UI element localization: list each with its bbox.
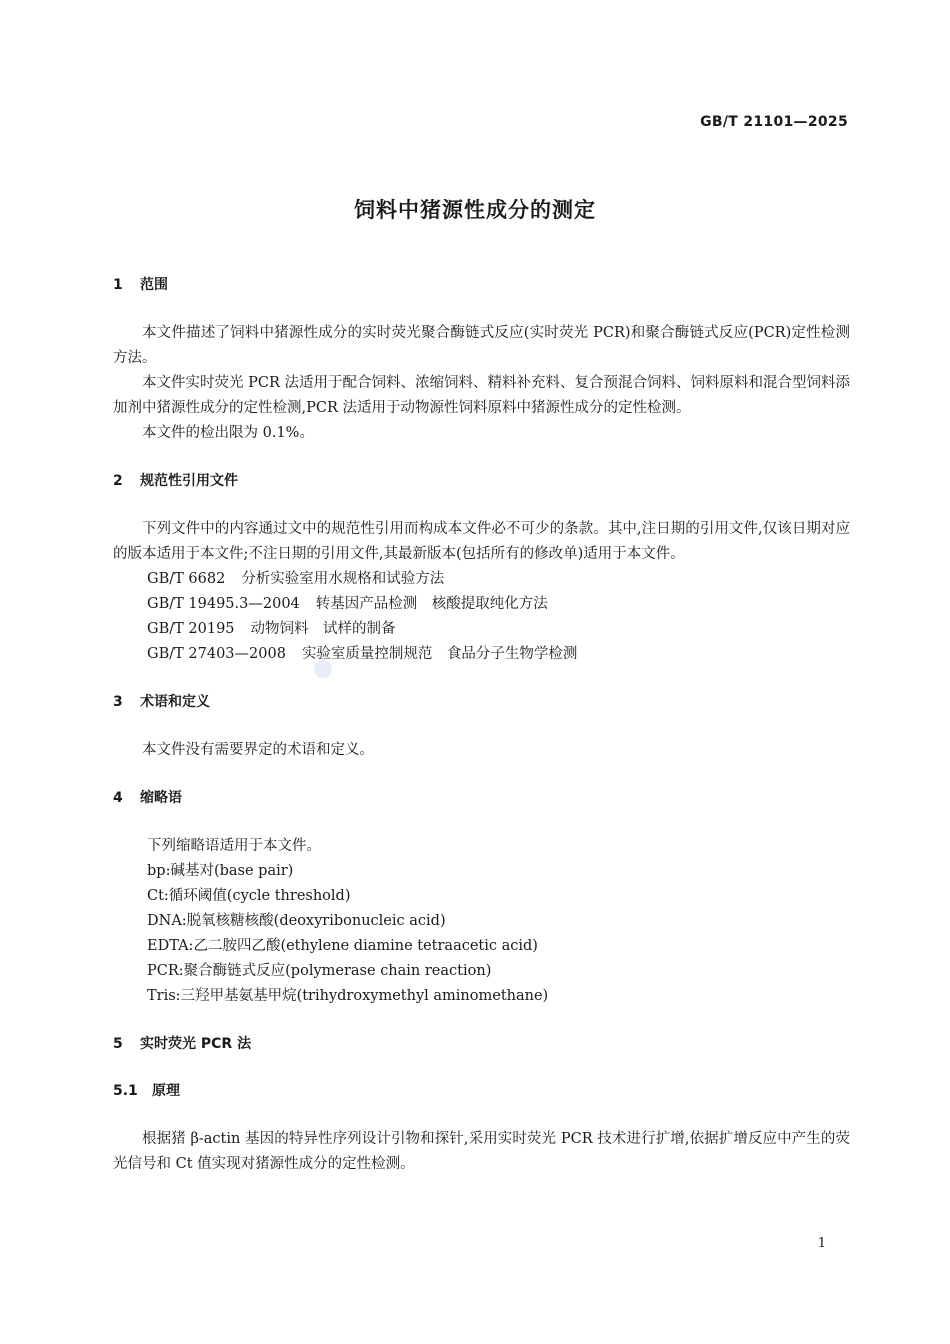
section-heading-terms: 3 术语和定义 <box>113 694 210 710</box>
abbreviation-item: PCR:聚合酶链式反应(polymerase chain reaction) <box>147 963 492 979</box>
paragraph: 根据猪 β-actin 基因的特异性序列设计引物和探针,采用实时荧光 PCR 技术进行扩增,依据扩增反应中产生的荧光信号和 Ct 值实现对猪源性成分的定性检测。 <box>113 1131 850 1172</box>
abbreviation-item: bp:碱基对(base pair) <box>147 863 294 879</box>
standard-number: GB/T 21101—2025 <box>700 114 848 130</box>
paragraph: 本文件实时荧光 PCR 法适用于配合饲料、浓缩饲料、精料补充料、复合预混合饲料、饲料原料和混合型饲料添加剂中猪源性成分的定性检测,PCR 法适用于动物源性饲料原料中猪源性成分的定性检测。 <box>113 375 850 416</box>
reference-item: GB/T 27403—2008 实验室质量控制规范 食品分子生物学检测 <box>147 646 578 662</box>
page-number: 1 <box>817 1236 826 1251</box>
abbreviation-item: DNA:脱氧核糖核酸(deoxyribonucleic acid) <box>147 913 446 929</box>
paragraph: 本文件描述了饲料中猪源性成分的实时荧光聚合酶链式反应(实时荧光 PCR)和聚合酶链式反应(PCR)定性检测方法。 <box>113 325 850 366</box>
abbreviations-intro: 下列缩略语适用于本文件。 <box>147 838 321 854</box>
section-heading-scope: 1 范围 <box>113 277 168 293</box>
abbreviation-item: Ct:循环阈值(cycle threshold) <box>147 888 351 904</box>
abbreviation-item: EDTA:乙二胺四乙酸(ethylene diamine tetraacetic acid) <box>147 938 538 954</box>
document-body <box>113 274 850 1177</box>
reference-item: GB/T 19495.3—2004 转基因产品检测 核酸提取纯化方法 <box>147 596 548 612</box>
section-heading-abbreviations: 4 缩略语 <box>113 790 182 806</box>
section-heading-normative-references: 2 规范性引用文件 <box>113 473 238 489</box>
subsection-heading-principle: 5.1 原理 <box>113 1083 180 1099</box>
paragraph: 本文件没有需要界定的术语和定义。 <box>142 742 374 758</box>
paragraph: 本文件的检出限为 0.1%。 <box>142 425 314 441</box>
reference-item: GB/T 20195 动物饲料 试样的制备 <box>147 621 396 637</box>
paragraph: 下列文件中的内容通过文中的规范性引用而构成本文件必不可少的条款。其中,注日期的引用文件,仅该日期对应的版本适用于本文件;不注日期的引用文件,其最新版本(包括所有的修改单)适用于本文件。 <box>113 521 850 562</box>
abbreviation-item: Tris:三羟甲基氨基甲烷(trihydroxymethyl aminomethane) <box>147 988 549 1004</box>
document-title: 饲料中猪源性成分的测定 <box>354 198 596 222</box>
section-heading-realtime-pcr: 5 实时荧光 PCR 法 <box>113 1036 252 1052</box>
reference-item: GB/T 6682 分析实验室用水规格和试验方法 <box>147 571 445 587</box>
